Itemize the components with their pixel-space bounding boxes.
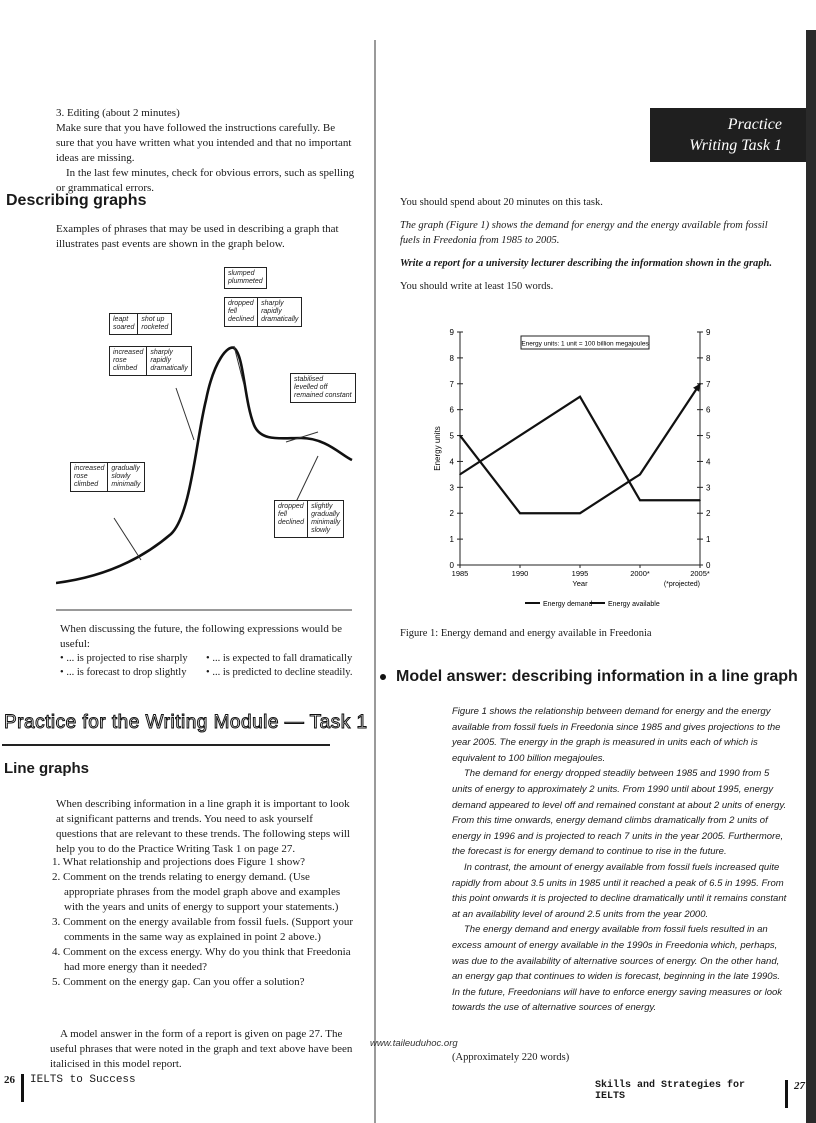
- future-bullet-text: ... is forecast to drop slightly: [66, 667, 187, 678]
- box-dropped-sharply-verbs: dropped fell declined: [228, 300, 255, 323]
- y-tick-label-left: 0: [449, 561, 454, 570]
- box-increased-sharply-adverbs: sharply rapidly dramatically: [146, 347, 190, 375]
- book-spine: [374, 40, 376, 1123]
- box-dropped-slightly: [274, 500, 344, 538]
- y-tick-label-right: 2: [706, 509, 711, 519]
- left-footer: [4, 1074, 136, 1102]
- practice-tab: [650, 108, 806, 162]
- model-paragraph-4: The energy demand and energy available from fossil fuels resulted in an excess amount of energy available in the 1990s in Freedonia which, perhaps, was due to the availability of alternative sources of energy. On the other hand, an energy gap that continues to widen is forecast, beginning in the late 1990s. In the future, Freedonians will have to enforce energy saving measures or look towards the use of alternative sources of energy.: [452, 924, 783, 1014]
- model-paragraph-3: In contrast, the amount of energy available from fossil fuels increased quite rapidly from about 3.5 units in 1985 until it reached a peak of 6.5 in 1995. From this point onwards it is projected to decline dramatically until it remains constant at an availability level of around 2.5 units from the year 2000.: [452, 861, 787, 920]
- box-increased-gradually-adverbs: gradually slowly minimally: [107, 463, 143, 491]
- box-stabilised: [290, 373, 356, 403]
- box-leapt-verbs: leapt soared: [113, 316, 135, 331]
- line-graphs-heading: Line graphs: [4, 760, 90, 777]
- box-slumped: [224, 267, 267, 289]
- practice-title-rule: [2, 744, 330, 746]
- box-dropped-slightly-adverbs: slightly gradually minimally slowly: [307, 501, 343, 537]
- right-edge: [806, 30, 816, 1123]
- series-point: [639, 499, 641, 501]
- left-footer-title: IELTS to Success: [30, 1074, 136, 1086]
- editing-title: 3. Editing (about 2 minutes): [56, 107, 180, 119]
- line-graphs-intro: When describing information in a line graph it is important to look at significant patterns and trends. You need to ask yourself questions that are relevant to these trends. The following steps will help you to do the Practice Writing Task 1 on page 27.: [56, 798, 350, 855]
- steps-list: [50, 855, 356, 990]
- right-footer: [595, 1080, 805, 1108]
- model-answer-heading: [380, 668, 798, 686]
- series-point: [579, 396, 581, 398]
- step-item: 3. Comment on the energy available from fossil fuels. (Support your comments in the same way as explained in point 2 above.): [52, 916, 354, 943]
- y-tick-label-right: 5: [706, 431, 711, 441]
- practice-tab-line1: Practice: [727, 116, 782, 133]
- model-answer-title: Model answer: describing information in a line graph: [396, 668, 798, 685]
- y-tick-label-right: 4: [706, 457, 711, 467]
- box-leapt-adverbs: shot up rocketed: [137, 314, 171, 334]
- future-bullet: • ... is expected to fall dramatically: [206, 653, 353, 664]
- x-tick-label: 1995: [571, 569, 589, 578]
- annotation-text: Energy units: 1 unit = 100 billion megajoules: [521, 340, 649, 348]
- y-tick-label-left: 1: [449, 535, 454, 545]
- right-footer-bar: [785, 1080, 788, 1108]
- future-bullet: • ... is projected to rise sharply: [60, 653, 188, 664]
- x-axis-label: Year: [572, 579, 588, 588]
- box-dropped-sharply-adverbs: sharply rapidly dramatically: [257, 298, 301, 326]
- box-increased-gradually: [70, 462, 145, 492]
- box-slumped-text: slumped plummeted: [228, 270, 263, 285]
- describing-graphs-intro: Examples of phrases that may be used in describing a graph that illustrates past events are shown in the graph below.: [56, 223, 339, 250]
- right-footer-title: Skills and Strategies for IELTS: [595, 1080, 746, 1102]
- y-tick-label-left: 5: [449, 431, 454, 441]
- pointer-dropped-slightly: [296, 456, 318, 502]
- editing-paragraph-2: In the last few minutes, check for obvious errors, such as spelling or grammatical errors.: [56, 167, 355, 194]
- practice-title: Practice for the Writing Module — Task 1: [4, 712, 368, 733]
- y-tick-label-left: 3: [449, 483, 454, 493]
- model-paragraph-1: Figure 1 shows the relationship between demand for energy and the energy available from fossil fuels in Freedonia since 1985 and gives projections to the year 2005. The energy in the graph is measured in units each of which is equivalent to 100 billion megajoules.: [452, 706, 781, 764]
- series-point: [459, 435, 461, 437]
- y-tick-label-right: 9: [706, 328, 711, 337]
- y-tick-label-left: 7: [449, 379, 454, 389]
- pointer-increased-sharply: [176, 388, 194, 440]
- y-tick-label-left: 6: [449, 405, 454, 415]
- left-page: [0, 0, 372, 1123]
- right-page-number: 27: [794, 1080, 805, 1092]
- box-increased-sharply-verbs: increased rose climbed: [113, 349, 144, 372]
- y-tick-label-right: 7: [706, 379, 711, 389]
- model-paragraph-2: The demand for energy dropped steadily between 1985 and 1990 from 5 units of energy to approximately 2 units. From 1990 until about 1995, energy demand appeared to level off and remained constant at about 2 units of energy. From this time onwards, energy demand climbs dramatically from 2 units of energy in 1996 and is projected to reach 7 units in the year 2005. Furthermore, the forecast is for energy demand to continue to rise in the future.: [452, 768, 787, 858]
- y-tick-label-right: 8: [706, 353, 711, 363]
- series-line-energy-available: [460, 397, 700, 501]
- future-bullet: • ... is forecast to drop slightly: [60, 667, 187, 678]
- min-words: You should write at least 150 words.: [400, 281, 554, 292]
- series-point: [519, 512, 521, 514]
- future-bullet: • ... is predicted to decline steadily.: [206, 667, 353, 678]
- series-point: [639, 474, 641, 476]
- box-increased-sharply: [109, 346, 192, 376]
- y-tick-label-left: 2: [449, 509, 454, 519]
- step-item: 2. Comment on the trends relating to energy demand. (Use appropriate phrases from the model graph above and examples with the years and units of energy to support your statements.): [52, 871, 341, 913]
- box-dropped-sharply: [224, 297, 302, 327]
- task-section: [400, 195, 775, 294]
- y-tick-label-right: 6: [706, 405, 711, 415]
- right-page: [370, 0, 805, 1123]
- x-note: (*projected): [663, 581, 700, 588]
- figure-caption: Figure 1: Energy demand and energy available in Freedonia: [400, 628, 652, 639]
- practice-tab-line2: Writing Task 1: [689, 137, 782, 154]
- describing-graphs-heading: Describing graphs: [6, 192, 147, 209]
- future-bullet-text: ... is expected to fall dramatically: [212, 653, 353, 664]
- bullet-icon: [380, 674, 386, 680]
- step-item: 4. Comment on the excess energy. Why do you think that Freedonia had more energy than it needed?: [52, 946, 351, 973]
- model-graph: [56, 260, 356, 612]
- legend-label-energy-demand: Energy demand: [543, 601, 593, 608]
- box-leapt: [109, 313, 172, 335]
- future-intro: When discussing the future, the following expressions would be useful:: [60, 623, 342, 650]
- editing-section: [56, 106, 356, 196]
- x-tick-label: 2000*: [630, 569, 650, 578]
- figure1-chart: [430, 322, 730, 622]
- left-page-number: 26: [4, 1074, 15, 1086]
- left-footer-bar: [21, 1074, 24, 1102]
- y-tick-label-right: 1: [706, 535, 711, 545]
- editing-paragraph-1: Make sure that you have followed the instructions carefully. Be sure that you have written what you intended and that no important ideas are missing.: [56, 122, 352, 164]
- y-tick-label-left: 8: [449, 353, 454, 363]
- x-tick-label: 1990: [511, 569, 529, 578]
- box-increased-gradually-verbs: increased rose climbed: [74, 465, 105, 488]
- y-tick-label-left: 9: [449, 328, 454, 337]
- spend-time: You should spend about 20 minutes on this task.: [400, 197, 603, 208]
- y-tick-label-right: 3: [706, 483, 711, 493]
- future-bullet-text: ... is predicted to decline steadily.: [212, 667, 353, 678]
- future-section: [60, 622, 360, 680]
- task-description: The graph (Figure 1) shows the demand for energy and the energy available from fossil fuels in Freedonia from 1985 to 2005.: [400, 220, 768, 246]
- step-item: 1. What relationship and projections does Figure 1 show?: [52, 856, 306, 868]
- word-count: (Approximately 220 words): [452, 1052, 570, 1063]
- future-bullet-text: ... is projected to rise sharply: [66, 653, 188, 664]
- y-axis-label: Energy units: [433, 426, 442, 471]
- pointer-increased-gradually: [114, 518, 141, 560]
- closing-paragraph: A model answer in the form of a report is given on page 27. The useful phrases that were noted in the graph and text above have been italicised in this model report.: [50, 1028, 353, 1070]
- box-stabilised-text: stabilised levelled off remained constant: [294, 376, 352, 399]
- series-point: [579, 512, 581, 514]
- model-answer: [452, 704, 787, 1016]
- series-point: [459, 474, 461, 476]
- series-point: [699, 499, 701, 501]
- x-tick-label: 2005*: [690, 569, 710, 578]
- series-line-energy-demand: [460, 384, 700, 513]
- y-tick-label-left: 4: [449, 457, 454, 467]
- legend-label-energy-available: Energy available: [608, 601, 660, 608]
- task-instruction: Write a report for a university lecturer describing the information shown in the graph.: [400, 258, 773, 269]
- y-tick-label-right: 0: [706, 561, 711, 570]
- watermark: www.taileuduhoc.org: [370, 1038, 458, 1049]
- box-dropped-slightly-verbs: dropped fell declined: [278, 503, 305, 526]
- model-graph-svg: [56, 260, 356, 612]
- step-item: 5. Comment on the energy gap. Can you offer a solution?: [52, 976, 305, 988]
- x-tick-label: 1985: [451, 569, 469, 578]
